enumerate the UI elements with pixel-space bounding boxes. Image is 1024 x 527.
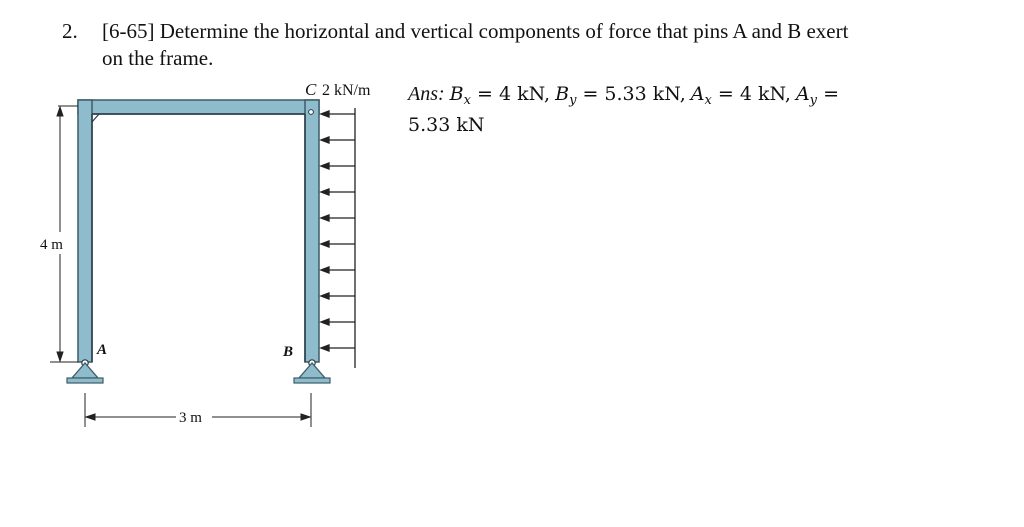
left-member xyxy=(78,100,92,362)
answer-prefix: Ans: xyxy=(408,83,445,105)
answer-ax: $A_x = 4$ kN, xyxy=(690,83,791,108)
answer-by: $B_y = 5.33$ kN, xyxy=(555,83,686,108)
load-arrows xyxy=(321,111,355,351)
answer-ay: $A_y$ = xyxy=(795,83,839,108)
distributed-load xyxy=(321,108,355,368)
point-b-label: B xyxy=(283,344,294,360)
point-a-label: A xyxy=(97,342,108,358)
load-label: 2 kN/m xyxy=(322,82,371,99)
height-dimension-label: 4 m xyxy=(40,237,63,253)
width-dimension-label: 3 m xyxy=(179,410,202,426)
problem-text-line-1: [6-65] Determine the horizontal and vertical components of force that pins A and B exert xyxy=(102,19,849,43)
problem-number: 2. xyxy=(62,19,78,43)
top-member xyxy=(78,100,319,114)
answer-line-2: 5.33 kN xyxy=(408,114,485,136)
point-c-label: C xyxy=(305,80,317,99)
answer-bx: $B_x = 4$ kN, xyxy=(449,83,551,108)
problem-text-line-2: on the frame. xyxy=(102,46,214,70)
right-member xyxy=(305,100,319,362)
pin-c xyxy=(309,110,314,115)
frame-members xyxy=(78,100,319,362)
support-b xyxy=(294,360,330,383)
support-a xyxy=(67,360,103,383)
